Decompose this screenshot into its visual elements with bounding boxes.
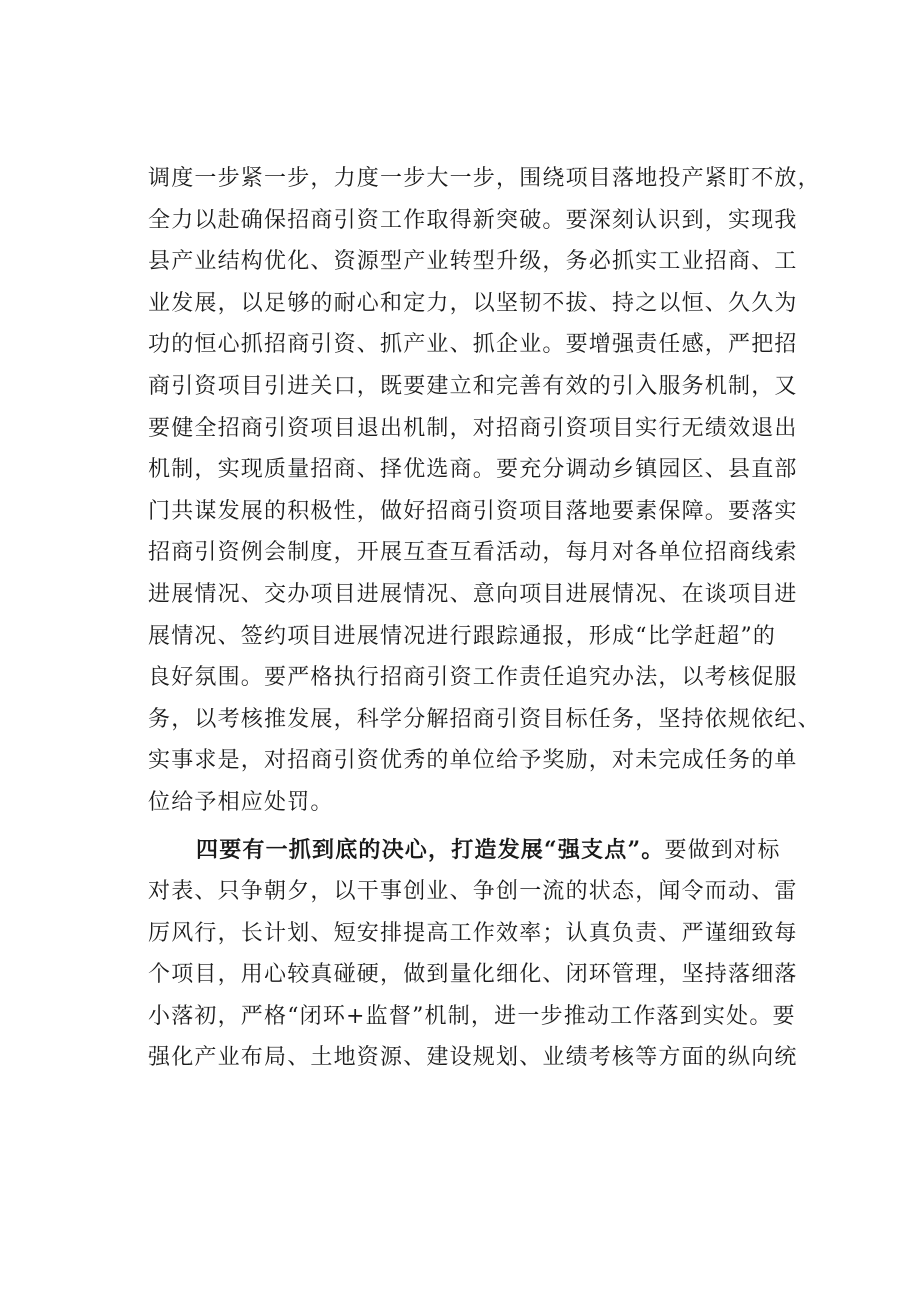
text-line: 功的恒心抓招商引资、抓产业、抓企业。要增强责任感，严把招 — [148, 332, 798, 358]
text-line: 县产业结构优化、资源型产业转型升级，务必抓实工业招商、工 — [148, 249, 798, 275]
text-line: 展情况、签约项目进展情况进行跟踪通报，形成“比学赶超”的 — [148, 623, 777, 649]
text-line: 个项目，用心较真碰硬，做到量化细化、闭环管理，坚持落细落 — [148, 962, 798, 988]
text-line: 业发展，以足够的耐心和定力，以坚韧不拔、持之以恒、久久为 — [148, 290, 798, 316]
text-line: 厉风行，长计划、短安排提高工作效率；认真负责、严谨细致每 — [148, 920, 798, 946]
text-line: 强化产业布局、土地资源、建设规划、业绩考核等方面的纵向统 — [148, 1045, 798, 1071]
text-line: 进展情况、交办项目进展情况、意向项目进展情况、在谈项目进 — [148, 581, 798, 607]
text-line: 商引资项目引进关口，既要建立和完善有效的引入服务机制，又 — [148, 373, 798, 399]
text-line: 良好氛围。要严格执行招商引资工作责任追究办法，以考核促服 — [148, 665, 798, 691]
text-line: 门共谋发展的积极性，做好招商引资项目落地要素保障。要落实 — [148, 498, 798, 524]
section-heading: 四要有一抓到底的决心，打造发展“强支点”。 — [196, 836, 665, 863]
text-line: 实事求是，对招商引资优秀的单位给予奖励，对未完成任务的单 — [148, 748, 798, 774]
paragraph-2 — [148, 830, 808, 1080]
document-body — [148, 158, 821, 1079]
text-line: 调度一步紧一步，力度一步大一步，围绕项目落地投产紧盯不放， — [148, 166, 821, 191]
text-line: 机制，实现质量招商、择优选商。要充分调动乡镇园区、县直部 — [148, 457, 798, 483]
text-line: 对表、只争朝夕，以干事创业、争创一流的状态，闻令而动、雷 — [148, 879, 798, 905]
paragraph-1 — [148, 158, 821, 824]
text-line: 位给予相应处罚。 — [148, 789, 334, 815]
text-line: 务，以考核推发展，科学分解招商引资目标任务，坚持依规依纪、 — [148, 706, 821, 732]
text-line: 小落初，严格“闭环+监督”机制，进一步推动工作落到实处。要 — [148, 1003, 796, 1029]
text-line-first — [148, 830, 808, 872]
text-line: 全力以赴确保招商引资工作取得新突破。要深刻认识到，实现我 — [148, 207, 798, 233]
text-line: 要健全招商引资项目退出机制，对招商引资项目实行无绩效退出 — [148, 415, 798, 441]
heading-continuation: 要做到对标 — [664, 837, 781, 863]
text-line: 招商引资例会制度，开展互查互看活动，每月对各单位招商线索 — [148, 540, 798, 566]
